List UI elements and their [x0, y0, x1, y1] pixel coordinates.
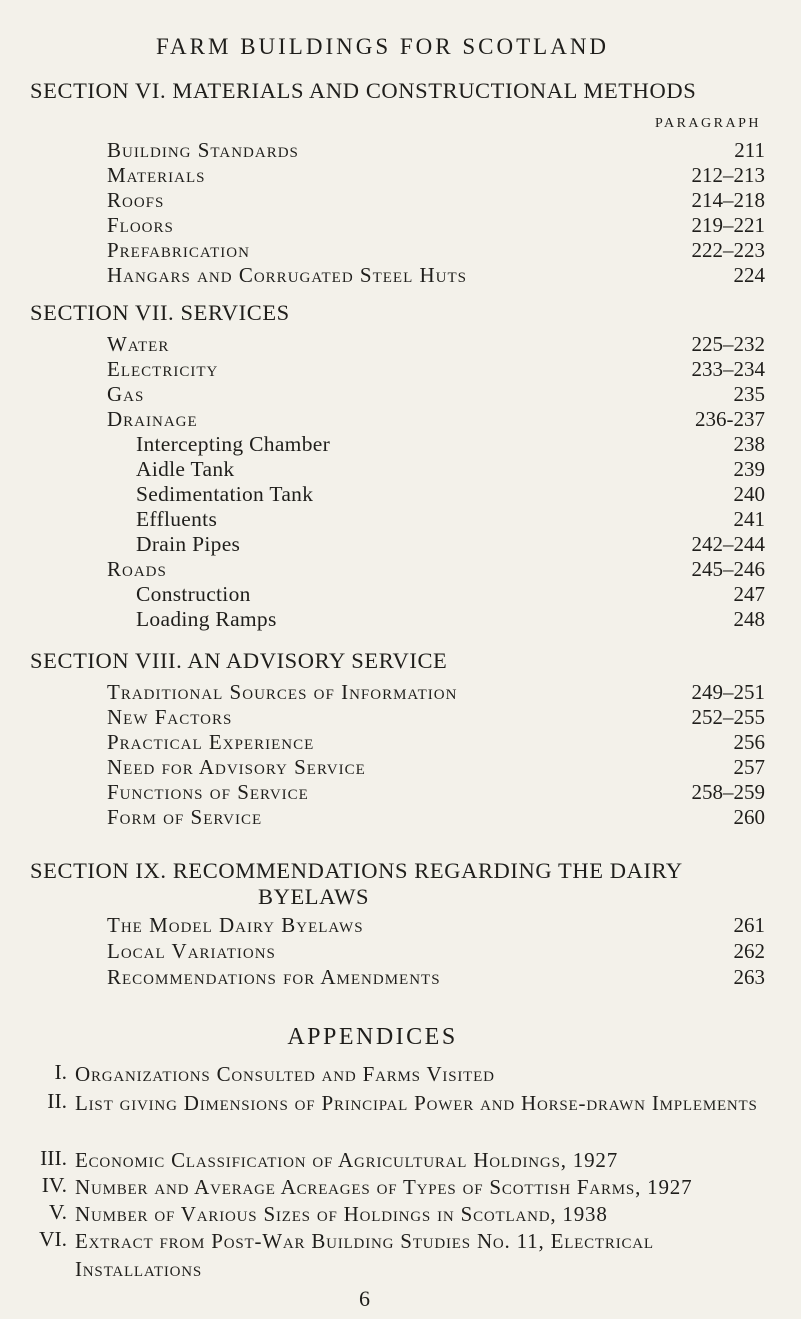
- section-heading-vii: SECTION VII. SERVICES: [30, 300, 290, 325]
- toc-row: Form of Service 260: [107, 805, 765, 829]
- toc-row: Prefabrication 222–223: [107, 238, 765, 262]
- toc-row: Construction 247: [136, 582, 765, 606]
- toc-row: Roads 245–246: [107, 557, 765, 581]
- section-heading-vi: SECTION VI. MATERIALS AND CONSTRUCTIONAL METHODS: [30, 78, 697, 103]
- running-head: FARM BUILDINGS FOR SCOTLAND: [155, 34, 610, 59]
- section-heading-viii: SECTION VIII. AN ADVISORY SERVICE: [30, 648, 448, 673]
- section-heading-ix-continued: BYELAWS: [258, 884, 370, 909]
- toc-row: The Model Dairy Byelaws 261: [107, 913, 765, 937]
- toc-row: Drainage 236-237: [107, 407, 765, 431]
- page: FARM BUILDINGS FOR SCOTLAND SECTION VI. MATERIALS AND CONSTRUCTIONAL METHODS PARAGRAPH Building Standards 211 Materials 212–213 Roofs 214–218 Floors 219–221 Prefabrication 222–223 Hangars and Corrugated Steel Huts 224 SECTION VII. SERVICES Water 225–232 Electricity 233–234 Gas 235 Drainage 236-237 Intercepting Chamber 238 Aidle Tank 239 Sedimentation Tank 240 Effluents 241 Drain Pipes 242–244 Roads 245–246 Construction 247 Loading Ramps 248 SECTION VIII. AN ADVISORY SERVICE Traditional Sources of Information 249–251 New Factors 252–255 Practical Experience 256 Need for Advisory Service 257 Functions of Service 258–259 Form of Service 260 SECTION IX. RECOMMENDATIONS REGARDING THE DAIRY BYELAWS The Model Dairy Byelaws 261 Local Variations 262 Recommendations for Amendments 263 APPENDICES I. Organizations Consulted and Farms Visited II. List giving Dimensions of Principal Power and Horse-drawn Implements III. Economic Classification of Agricultural Holdings, 1927 IV. Number and Average Acreages of Types of Scottish Farms, 1927 V. Number of Various Sizes of Holdings in Scotland, 1938 VI. Extract from Post-War Building Studies No. 11, Electrical Installations 6: [0, 0, 801, 1319]
- section-heading-ix: SECTION IX. RECOMMENDATIONS REGARDING THE DAIRY: [30, 858, 683, 883]
- toc-row: New Factors 252–255: [107, 705, 765, 729]
- toc-row: Recommendations for Amendments 263: [107, 965, 765, 989]
- toc-row: Intercepting Chamber 238: [136, 432, 765, 456]
- toc-row: Loading Ramps 248: [136, 607, 765, 631]
- toc-row: Water 225–232: [107, 332, 765, 356]
- toc-row: Traditional Sources of Information 249–251: [107, 680, 765, 704]
- toc-row: Local Variations 262: [107, 939, 765, 963]
- toc-row: Sedimentation Tank 240: [136, 482, 765, 506]
- toc-row: Floors 219–221: [107, 213, 765, 237]
- toc-row: Roofs 214–218: [107, 188, 765, 212]
- toc-row: Materials 212–213: [107, 163, 765, 187]
- toc-row: Hangars and Corrugated Steel Huts 224: [107, 263, 765, 287]
- toc-row: Effluents 241: [136, 507, 765, 531]
- toc-row: Aidle Tank 239: [136, 457, 765, 481]
- toc-row: Gas 235: [107, 382, 765, 406]
- toc-row: Drain Pipes 242–244: [136, 532, 765, 556]
- toc-row: Need for Advisory Service 257: [107, 755, 765, 779]
- paragraph-column-header: PARAGRAPH: [654, 116, 761, 131]
- toc-row: Electricity 233–234: [107, 357, 765, 381]
- toc-row: Functions of Service 258–259: [107, 780, 765, 804]
- toc-row: Practical Experience 256: [107, 730, 765, 754]
- appendices-heading: APPENDICES: [287, 1024, 458, 1050]
- toc-row: Building Standards 211: [107, 138, 765, 162]
- page-number: 6: [359, 1286, 370, 1311]
